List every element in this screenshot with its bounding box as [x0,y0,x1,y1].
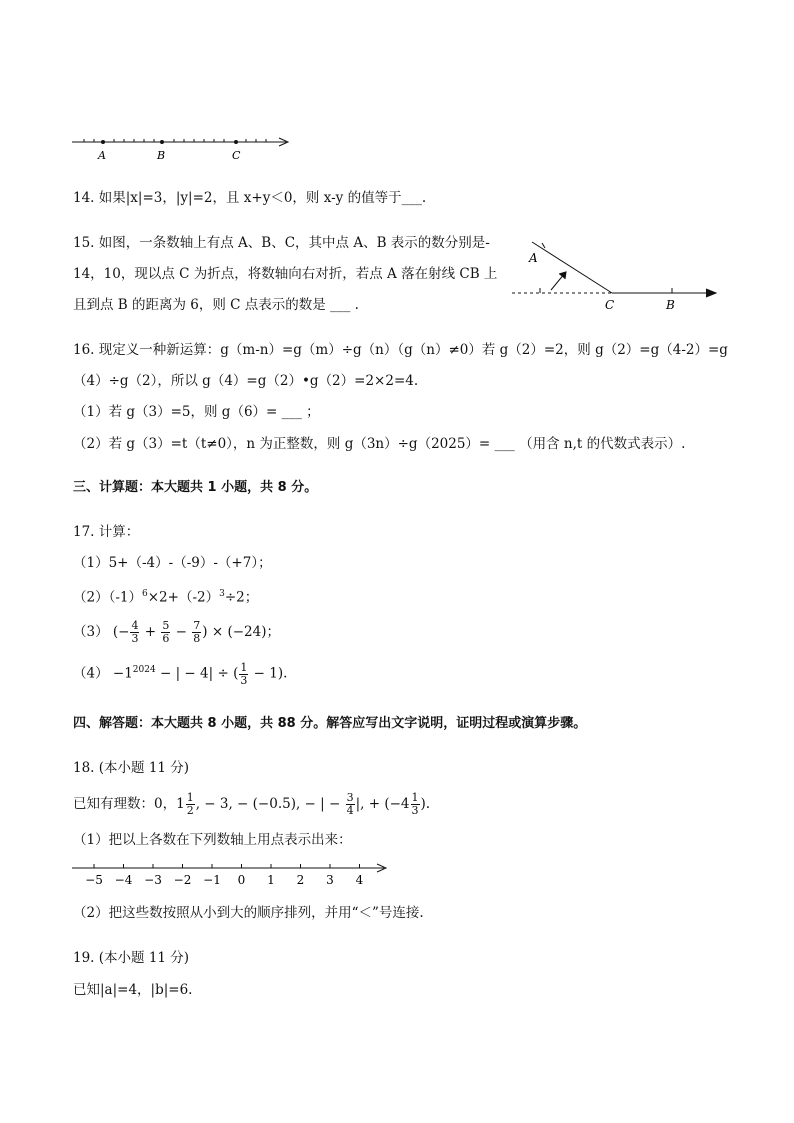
axis-tick-label: 2 [296,873,305,887]
fraction-4-3: $\frac{4}{3}$ [131,619,139,645]
given-end: ). [420,796,431,812]
question-14 [73,188,426,208]
axis-tick-label: −2 [173,873,192,887]
mixed-whole: 1 [176,796,185,812]
fraction-1-2: $\frac{1}{2}$ [186,791,194,817]
axis-tick-label: −1 [203,873,221,887]
question-18-part-2: （2）把这些数按照从小到大的顺序排列，并用“＜”号连接. [73,905,424,921]
q14-text: 14. 如果|x|=3，|y|=2，且 x+y＜0，则 x-y 的值等于___. [73,190,427,206]
question-16-line-2: （4）÷g（2），所以 g（4）=g（2）•g（2）=2×2=4. [73,373,419,389]
question-16-part-2: （2）若 g（3）=t（t≠0），n 为正整数，则 g（3n）÷g（2025）= ___ （用含 n,t 的代数式表示）. [73,436,686,452]
ray-arrow-head [706,289,716,297]
p3-minus: − [171,624,192,640]
axis-tick-label: −3 [144,873,162,887]
question-17-part-4 [73,660,287,687]
section-4-heading: 四、解答题：本大题共 8 小题，共 88 分。解答应写出文字说明，证明过程或演算步骤。 [73,716,587,731]
label-c: C [232,149,241,162]
p3-plus: + [140,624,161,640]
given-prefix: 已知有理数：0， [73,796,177,812]
p4-close: − 1). [249,665,288,682]
label-a: A [529,251,538,265]
question-15-line-1: 15. 如图，一条数轴上有点 A、B、C，其中点 A、B 表示的数分别是- [73,235,490,251]
question-19-given: 已知|a|=4，|b|=6. [73,982,193,998]
p2-exponent-2: 3 [219,589,225,599]
axis-tick-label: −5 [85,873,103,887]
axis-tick-label: 4 [355,873,364,887]
axis-tick-label: 1 [267,873,275,887]
question-17-title: 17. 计算： [73,524,140,540]
fraction-5-6: $\frac{5}{6}$ [162,619,170,645]
p4-exponent: 2024 [132,665,156,675]
fold-arrow-head [559,272,566,279]
question-18-part-1: （1）把以上各数在下列数轴上用点表示出来： [73,832,352,848]
p4-label: （4） [73,665,109,682]
p2-text-a: （2）（-1） [73,589,142,606]
fraction-7-8: $\frac{7}{8}$ [193,619,201,645]
label-a: A [98,149,106,162]
fraction-1-3: $\frac{1}{3}$ [411,791,419,817]
p3-label: （3） [73,624,109,640]
label-b: B [666,298,675,312]
label-b: B [157,149,166,162]
slant-tick [542,243,545,248]
fraction-3-4: $\frac{3}{4}$ [346,791,354,817]
question-15-line-2: 14，10，现以点 C 为折点，将数轴向右对折，若点 A 落在射线 CB 上 [73,266,498,282]
axis-ticks [85,864,364,887]
p4-base: −1 [112,665,133,682]
question-17-part-3 [73,620,280,645]
number-line-abc-figure [68,132,298,166]
question-19-title: 19. (本小题 11 分) [73,950,190,966]
question-18-given [73,792,430,817]
p2-text-c: ÷2； [224,589,259,606]
question-17-part-1: （1）5+（-4）-（-9）-（+7）； [73,555,272,571]
label-c: C [605,298,615,312]
question-17-part-2 [73,584,258,608]
question-16-part-1: （1）若 g（3）=5，则 g（6）= ___ ； [73,404,320,420]
axis-tick-label: 0 [237,873,246,887]
p4-middle: − | − 4| ÷ ( [155,665,239,682]
section-3-heading: 三、计算题：本大题共 1 小题，共 8 分。 [73,480,318,495]
question-18-title: 18. (本小题 11 分) [73,760,190,776]
p2-text-b: ×2+（-2） [147,589,220,606]
given-tail: |, + (−4 [355,796,410,812]
p3-close: ) × (−24)； [202,624,280,640]
point-c [234,140,238,144]
given-middle: , − 3, − (−0.5), − | − [195,796,345,812]
point-a [101,140,105,144]
question-16-line-1: 16. 现定义一种新运算：g（m-n）=g（m）÷g（n）（g（n）≠0）若 g（2）=2，则 g（2）=g（4-2）=g [73,342,728,358]
fold-number-line-figure [508,234,724,316]
point-b [160,140,164,144]
axis-tick-label: −4 [114,873,133,887]
axis-tick-label: 3 [326,873,334,887]
p3-open: (− [112,624,130,640]
number-line-q18 [68,858,394,892]
fraction-1-3: $\frac{1}{3}$ [240,660,248,687]
question-15-line-3: 且到点 B 的距离为 6，则 C 点表示的数是 ___ . [73,297,359,313]
p2-exponent-1: 6 [142,589,148,599]
slant-ray [532,242,612,293]
